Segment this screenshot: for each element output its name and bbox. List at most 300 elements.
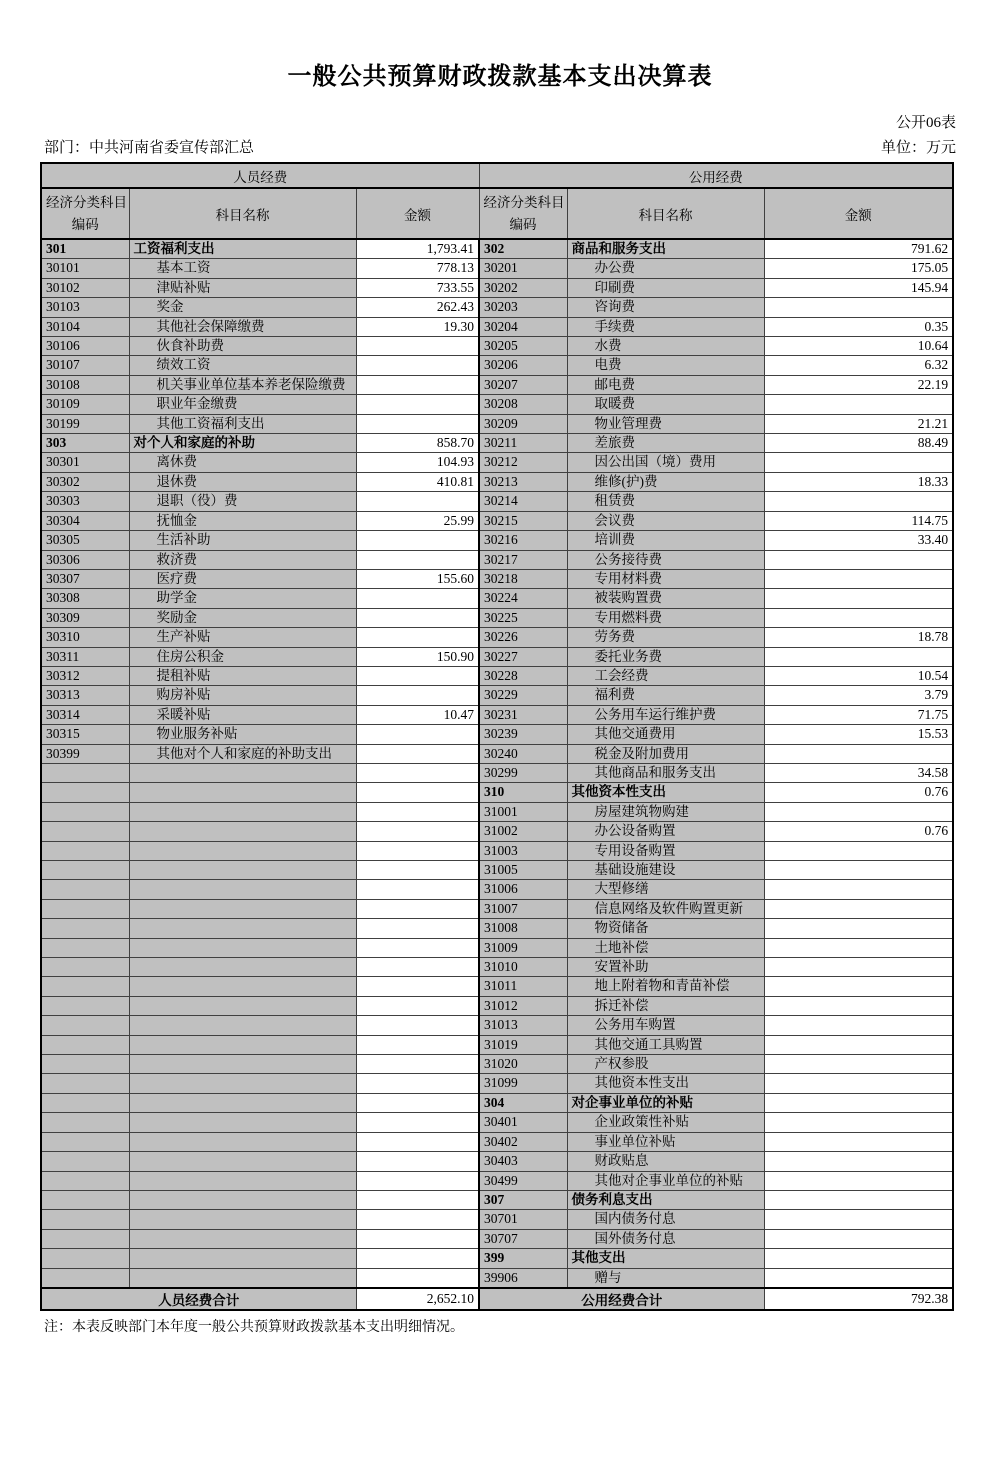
- code-cell: 30202: [479, 278, 567, 297]
- table-footer: [41, 1288, 953, 1310]
- amount-cell: 18.78: [764, 628, 953, 647]
- code-cell: [41, 996, 129, 1015]
- subject-name-cell: [129, 1152, 356, 1171]
- subject-name-cell: 福利费: [567, 686, 764, 705]
- table-row: [41, 861, 953, 880]
- code-cell: 31006: [479, 880, 567, 899]
- amount-cell: [764, 1093, 953, 1112]
- subject-name-cell: 采暖补贴: [129, 705, 356, 724]
- table-row: [41, 958, 953, 977]
- totals-row: [41, 1288, 953, 1310]
- code-cell: 30218: [479, 569, 567, 588]
- amount-cell: [764, 802, 953, 821]
- code-cell: 31009: [479, 938, 567, 957]
- personnel-total-amount: 2,652.10: [356, 1288, 479, 1310]
- subject-name-cell: 大型修缮: [567, 880, 764, 899]
- table-row: [41, 608, 953, 627]
- amount-cell: 0.76: [764, 783, 953, 802]
- amount-cell: 22.19: [764, 375, 953, 394]
- code-cell: 30199: [41, 414, 129, 433]
- amount-cell: [764, 880, 953, 899]
- table-row: [41, 977, 953, 996]
- table-row: [41, 1152, 953, 1171]
- code-cell: 30209: [479, 414, 567, 433]
- column-header-code-line1: 经济分类科目: [483, 194, 565, 210]
- subject-name-cell: [129, 977, 356, 996]
- amount-cell: [356, 725, 479, 744]
- amount-cell: 410.81: [356, 472, 479, 491]
- code-cell: 30214: [479, 492, 567, 511]
- amount-cell: [356, 783, 479, 802]
- code-cell: [41, 1113, 129, 1132]
- code-cell: 399: [479, 1249, 567, 1268]
- code-cell: [41, 1093, 129, 1112]
- subject-name-cell: [129, 1268, 356, 1288]
- code-cell: 30101: [41, 259, 129, 278]
- code-cell: [41, 919, 129, 938]
- code-cell: 30240: [479, 744, 567, 763]
- amount-cell: [356, 1035, 479, 1054]
- code-cell: [41, 880, 129, 899]
- subject-name-cell: 物资储备: [567, 919, 764, 938]
- code-cell: 31099: [479, 1074, 567, 1093]
- subject-name-cell: 办公费: [567, 259, 764, 278]
- amount-cell: [356, 1055, 479, 1074]
- table-row: [41, 531, 953, 550]
- table-row: [41, 1055, 953, 1074]
- code-cell: [41, 899, 129, 918]
- subject-name-cell: [129, 841, 356, 860]
- amount-cell: [764, 1016, 953, 1035]
- amount-cell: [356, 1113, 479, 1132]
- amount-cell: [764, 1152, 953, 1171]
- subject-name-cell: [129, 1093, 356, 1112]
- amount-cell: [356, 375, 479, 394]
- column-header-amount-left: 金额: [356, 188, 479, 239]
- code-cell: 30309: [41, 608, 129, 627]
- code-cell: 310: [479, 783, 567, 802]
- code-cell: 30310: [41, 628, 129, 647]
- table-row: [41, 569, 953, 588]
- code-cell: 30231: [479, 705, 567, 724]
- amount-cell: [764, 1113, 953, 1132]
- code-cell: 31001: [479, 802, 567, 821]
- subject-name-cell: 机关事业单位基本养老保险缴费: [129, 375, 356, 394]
- amount-cell: 155.60: [356, 569, 479, 588]
- page-title: 一般公共预算财政拨款基本支出决算表: [287, 64, 713, 90]
- code-cell: 30228: [479, 666, 567, 685]
- table-row: [41, 705, 953, 724]
- code-cell: [41, 938, 129, 957]
- code-cell: 30314: [41, 705, 129, 724]
- amount-cell: [356, 531, 479, 550]
- subject-name-cell: 助学金: [129, 589, 356, 608]
- table-row: [41, 1210, 953, 1229]
- subject-name-cell: 退休费: [129, 472, 356, 491]
- code-cell: 30208: [479, 395, 567, 414]
- code-cell: 31005: [479, 861, 567, 880]
- amount-cell: 3.79: [764, 686, 953, 705]
- amount-cell: [356, 608, 479, 627]
- code-cell: 30305: [41, 531, 129, 550]
- code-cell: 30707: [479, 1229, 567, 1248]
- subject-name-cell: 生产补贴: [129, 628, 356, 647]
- amount-cell: 791.62: [764, 239, 953, 259]
- subject-name-cell: 电费: [567, 356, 764, 375]
- subject-name-cell: 生活补助: [129, 531, 356, 550]
- table-row: [41, 783, 953, 802]
- amount-cell: 10.64: [764, 337, 953, 356]
- table-row: [41, 434, 953, 453]
- subject-name-cell: [129, 861, 356, 880]
- table-row: [41, 492, 953, 511]
- amount-cell: [356, 763, 479, 782]
- amount-cell: [764, 492, 953, 511]
- subject-name-cell: [129, 938, 356, 957]
- subject-name-cell: 商品和服务支出: [567, 239, 764, 259]
- amount-cell: [356, 899, 479, 918]
- table-row: [41, 1268, 953, 1288]
- amount-cell: [356, 822, 479, 841]
- code-cell: 30401: [479, 1113, 567, 1132]
- subject-name-cell: 培训费: [567, 531, 764, 550]
- code-cell: 30301: [41, 453, 129, 472]
- code-cell: 30304: [41, 511, 129, 530]
- subject-name-cell: [129, 958, 356, 977]
- subject-name-cell: 公务接待费: [567, 550, 764, 569]
- amount-cell: [764, 1210, 953, 1229]
- code-cell: [41, 1190, 129, 1209]
- code-cell: 30215: [479, 511, 567, 530]
- department-label: 部门：中共河南省委宣传部汇总: [44, 140, 255, 156]
- code-cell: 302: [479, 239, 567, 259]
- subject-name-cell: 因公出国（境）费用: [567, 453, 764, 472]
- subject-name-cell: 其他资本性支出: [567, 1074, 764, 1093]
- amount-cell: [356, 996, 479, 1015]
- amount-cell: [356, 919, 479, 938]
- subject-name-cell: [129, 822, 356, 841]
- subject-name-cell: 土地补偿: [567, 938, 764, 957]
- code-cell: [41, 802, 129, 821]
- group-header-personnel: 人员经费: [41, 163, 479, 188]
- code-cell: [41, 1229, 129, 1248]
- public-total-label: 公用经费合计: [479, 1288, 764, 1310]
- subject-name-cell: [129, 1249, 356, 1268]
- subject-name-cell: 其他商品和服务支出: [567, 763, 764, 782]
- code-cell: [41, 1016, 129, 1035]
- amount-cell: [356, 1152, 479, 1171]
- code-cell: 39906: [479, 1268, 567, 1288]
- subject-name-cell: [129, 1055, 356, 1074]
- table-row: [41, 899, 953, 918]
- subject-name-cell: 财政贴息: [567, 1152, 764, 1171]
- code-cell: [41, 1055, 129, 1074]
- code-cell: 30313: [41, 686, 129, 705]
- table-row: [41, 841, 953, 860]
- subject-name-cell: 事业单位补贴: [567, 1132, 764, 1151]
- subject-name-cell: 专用材料费: [567, 569, 764, 588]
- subject-name-cell: 奖金: [129, 298, 356, 317]
- code-cell: 301: [41, 239, 129, 259]
- subject-name-cell: 国内债务付息: [567, 1210, 764, 1229]
- amount-cell: [764, 744, 953, 763]
- subject-name-cell: 购房补贴: [129, 686, 356, 705]
- amount-cell: 778.13: [356, 259, 479, 278]
- amount-cell: [764, 1171, 953, 1190]
- subject-name-cell: 税金及附加费用: [567, 744, 764, 763]
- amount-cell: [356, 841, 479, 860]
- code-cell: 30302: [41, 472, 129, 491]
- subject-name-cell: 被装购置费: [567, 589, 764, 608]
- amount-cell: [764, 569, 953, 588]
- subject-name-cell: 其他交通工具购置: [567, 1035, 764, 1054]
- amount-cell: [764, 647, 953, 666]
- amount-cell: [764, 899, 953, 918]
- amount-cell: [764, 938, 953, 957]
- subject-name-cell: [129, 1229, 356, 1248]
- subject-name-cell: 专用设备购置: [567, 841, 764, 860]
- code-cell: 31008: [479, 919, 567, 938]
- code-cell: 30399: [41, 744, 129, 763]
- subject-name-cell: [129, 1074, 356, 1093]
- subject-name-cell: [129, 919, 356, 938]
- subject-name-cell: 水费: [567, 337, 764, 356]
- code-cell: 30216: [479, 531, 567, 550]
- table-row: [41, 356, 953, 375]
- subject-name-cell: 医疗费: [129, 569, 356, 588]
- subject-name-cell: [129, 996, 356, 1015]
- amount-cell: [356, 1132, 479, 1151]
- code-cell: 30107: [41, 356, 129, 375]
- table-row: [41, 880, 953, 899]
- amount-cell: [764, 1249, 953, 1268]
- code-cell: 30204: [479, 317, 567, 336]
- amount-cell: [356, 1016, 479, 1035]
- code-cell: [41, 1268, 129, 1288]
- code-cell: 30102: [41, 278, 129, 297]
- subject-name-cell: [129, 1132, 356, 1151]
- table-row: [41, 822, 953, 841]
- subject-name-cell: 住房公积金: [129, 647, 356, 666]
- subject-name-cell: 地上附着物和青苗补偿: [567, 977, 764, 996]
- subject-name-cell: 基础设施建设: [567, 861, 764, 880]
- subject-name-cell: 信息网络及软件购置更新: [567, 899, 764, 918]
- amount-cell: [764, 996, 953, 1015]
- subject-name-cell: 取暖费: [567, 395, 764, 414]
- table-row: [41, 1249, 953, 1268]
- group-header-public: 公用经费: [479, 163, 953, 188]
- code-cell: 30308: [41, 589, 129, 608]
- amount-cell: [356, 958, 479, 977]
- code-cell: 30212: [479, 453, 567, 472]
- table-row: [41, 298, 953, 317]
- subject-name-cell: 工会经费: [567, 666, 764, 685]
- code-cell: 30303: [41, 492, 129, 511]
- table-row: [41, 686, 953, 705]
- code-cell: 30104: [41, 317, 129, 336]
- table-row: [41, 1190, 953, 1209]
- code-cell: [41, 1171, 129, 1190]
- amount-cell: 150.90: [356, 647, 479, 666]
- amount-cell: 15.53: [764, 725, 953, 744]
- amount-cell: 10.54: [764, 666, 953, 685]
- amount-cell: [764, 1190, 953, 1209]
- code-cell: [41, 763, 129, 782]
- amount-cell: 114.75: [764, 511, 953, 530]
- group-header-row: [41, 163, 953, 188]
- subject-name-cell: 津贴补贴: [129, 278, 356, 297]
- subject-name-cell: 赠与: [567, 1268, 764, 1288]
- table-row: [41, 239, 953, 259]
- amount-cell: 19.30: [356, 317, 479, 336]
- amount-cell: 145.94: [764, 278, 953, 297]
- table-header: [41, 163, 953, 239]
- amount-cell: [356, 550, 479, 569]
- amount-cell: 33.40: [764, 531, 953, 550]
- amount-cell: [356, 1210, 479, 1229]
- subject-name-cell: 提租补贴: [129, 666, 356, 685]
- table-row: [41, 628, 953, 647]
- amount-cell: [356, 1249, 479, 1268]
- subject-name-cell: 退职（役）费: [129, 492, 356, 511]
- subject-name-cell: 对个人和家庭的补助: [129, 434, 356, 453]
- code-cell: 30211: [479, 434, 567, 453]
- amount-cell: 858.70: [356, 434, 479, 453]
- amount-cell: [764, 298, 953, 317]
- code-cell: [41, 841, 129, 860]
- amount-cell: 6.32: [764, 356, 953, 375]
- amount-cell: [356, 356, 479, 375]
- code-cell: [41, 1249, 129, 1268]
- code-cell: 31010: [479, 958, 567, 977]
- table-row: [41, 337, 953, 356]
- amount-cell: [356, 1190, 479, 1209]
- subject-name-cell: 离休费: [129, 453, 356, 472]
- subject-name-cell: 公务用车购置: [567, 1016, 764, 1035]
- code-cell: 30207: [479, 375, 567, 394]
- amount-cell: 262.43: [356, 298, 479, 317]
- table-row: [41, 1074, 953, 1093]
- subject-name-cell: [129, 1016, 356, 1035]
- code-cell: 30205: [479, 337, 567, 356]
- subject-name-cell: [129, 899, 356, 918]
- subject-name-cell: 租赁费: [567, 492, 764, 511]
- subject-name-cell: 其他工资福利支出: [129, 414, 356, 433]
- amount-cell: [764, 589, 953, 608]
- amount-cell: [356, 938, 479, 957]
- table-row: [41, 1132, 953, 1151]
- table-row: [41, 317, 953, 336]
- subject-name-cell: 其他社会保障缴费: [129, 317, 356, 336]
- code-cell: 31013: [479, 1016, 567, 1035]
- subject-name-cell: 企业政策性补贴: [567, 1113, 764, 1132]
- code-cell: 30229: [479, 686, 567, 705]
- code-cell: 304: [479, 1093, 567, 1112]
- subject-name-cell: 救济费: [129, 550, 356, 569]
- code-cell: 30315: [41, 725, 129, 744]
- subject-name-cell: 咨询费: [567, 298, 764, 317]
- column-header-code-line2: 编码: [509, 216, 537, 232]
- subject-name-cell: 工资福利支出: [129, 239, 356, 259]
- amount-cell: [356, 1074, 479, 1093]
- subject-name-cell: 其他支出: [567, 1249, 764, 1268]
- code-cell: 307: [479, 1190, 567, 1209]
- subject-name-cell: [129, 1190, 356, 1209]
- amount-cell: 0.35: [764, 317, 953, 336]
- amount-cell: [356, 414, 479, 433]
- code-cell: [41, 783, 129, 802]
- column-header-amount-right: 金额: [764, 188, 953, 239]
- subject-name-cell: [129, 763, 356, 782]
- table-row: [41, 919, 953, 938]
- subject-name-cell: 安置补助: [567, 958, 764, 977]
- amount-cell: [764, 977, 953, 996]
- column-header-name-right: 科目名称: [567, 188, 764, 239]
- subject-name-cell: 其他交通费用: [567, 725, 764, 744]
- code-cell: 31020: [479, 1055, 567, 1074]
- amount-cell: [356, 1093, 479, 1112]
- code-cell: 30239: [479, 725, 567, 744]
- table-row: [41, 1035, 953, 1054]
- table-row: [41, 259, 953, 278]
- code-cell: 30312: [41, 666, 129, 685]
- code-cell: [41, 1132, 129, 1151]
- personnel-total-label: 人员经费合计: [41, 1288, 356, 1310]
- code-cell: 30227: [479, 647, 567, 666]
- amount-cell: 1,793.41: [356, 239, 479, 259]
- code-cell: [41, 958, 129, 977]
- amount-cell: 34.58: [764, 763, 953, 782]
- amount-cell: [356, 880, 479, 899]
- amount-cell: [356, 1229, 479, 1248]
- amount-cell: [764, 453, 953, 472]
- subject-name-cell: 对企事业单位的补贴: [567, 1093, 764, 1112]
- column-header-code-line1: 经济分类科目: [46, 194, 127, 210]
- subject-name-cell: 差旅费: [567, 434, 764, 453]
- amount-cell: [356, 337, 479, 356]
- amount-cell: [356, 628, 479, 647]
- subject-name-cell: 委托业务费: [567, 647, 764, 666]
- subject-name-cell: 邮电费: [567, 375, 764, 394]
- amount-cell: [764, 1035, 953, 1054]
- subject-name-cell: 维修(护)费: [567, 472, 764, 491]
- amount-cell: [764, 608, 953, 627]
- table-row: [41, 1113, 953, 1132]
- subject-name-cell: 产权参股: [567, 1055, 764, 1074]
- subject-name-cell: 公务用车运行维护费: [567, 705, 764, 724]
- table-row: [41, 802, 953, 821]
- amount-cell: 88.49: [764, 434, 953, 453]
- amount-cell: [356, 492, 479, 511]
- subject-name-cell: [129, 1113, 356, 1132]
- subject-name-cell: 房屋建筑物购建: [567, 802, 764, 821]
- code-cell: 31003: [479, 841, 567, 860]
- subject-name-cell: 伙食补助费: [129, 337, 356, 356]
- code-cell: 30109: [41, 395, 129, 414]
- code-cell: 30311: [41, 647, 129, 666]
- table-row: [41, 666, 953, 685]
- column-header-code-line2: 编码: [71, 216, 99, 232]
- amount-cell: 175.05: [764, 259, 953, 278]
- column-header-row: [41, 188, 953, 239]
- column-header-name-left: 科目名称: [129, 188, 356, 239]
- table-row: [41, 472, 953, 491]
- code-cell: 31019: [479, 1035, 567, 1054]
- table-row: [41, 278, 953, 297]
- amount-cell: [764, 919, 953, 938]
- table-row: [41, 996, 953, 1015]
- table-row: [41, 395, 953, 414]
